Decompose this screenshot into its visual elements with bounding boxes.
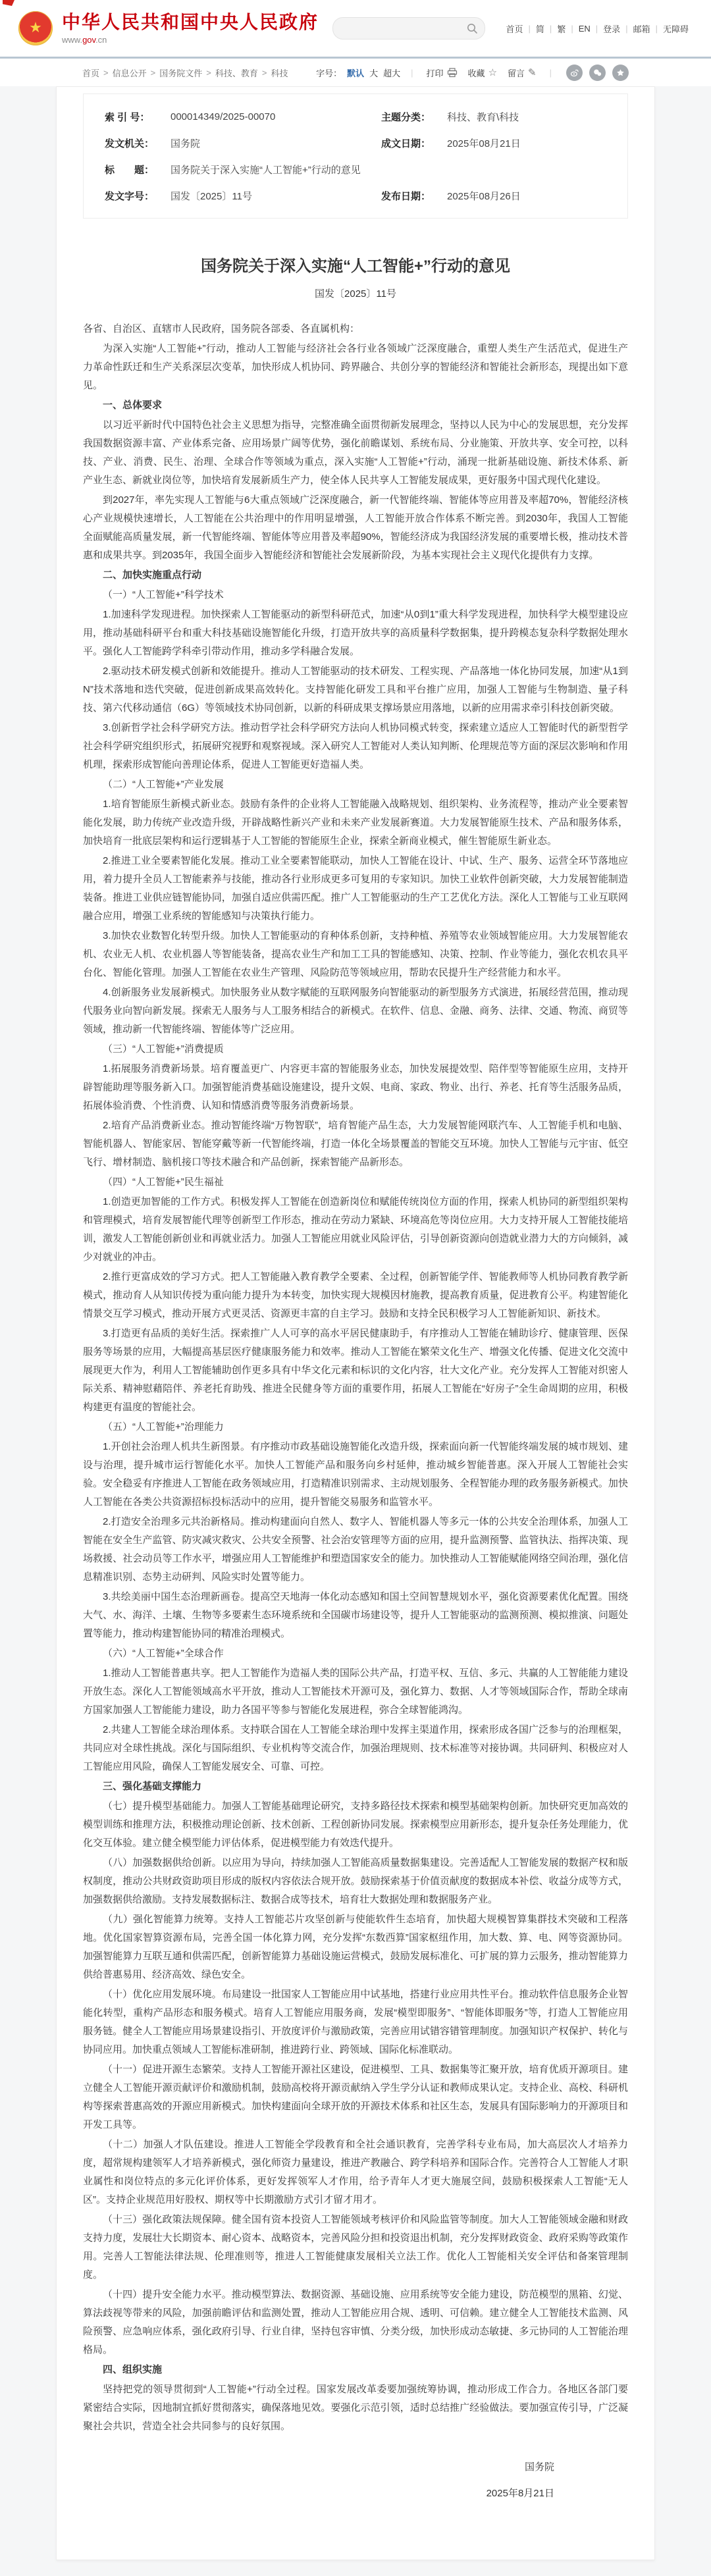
meta-value: 科技、教育\科技 (447, 111, 519, 123)
paragraph: 坚持把党的领导贯彻到“人工智能+”行动全过程。国家发展改革委要加强统筹协调，推动形成工作合力。各地区各部门要紧密结合实际，因地制宜抓好贯彻落实，确保落地见效。要强化示范引领，适时总结推广经验做法。要加强宣传引导，广泛凝聚社会共识，营造全社会共同参与的良好氛围。 (83, 2384, 628, 2432)
brand-text (62, 12, 319, 45)
pencil-icon: ✎ (528, 66, 537, 78)
document-title: 国务院关于深入实施“人工智能+”行动的意见 (200, 257, 510, 275)
site-brand[interactable] (18, 11, 319, 45)
font-option-3[interactable]: 超大 (383, 68, 401, 78)
quick-links (501, 22, 695, 35)
font-option-2[interactable]: 大 (369, 68, 379, 78)
site-title: 中华人民共和国中央人民政府 (62, 11, 319, 32)
nav-link-6[interactable]: 邮箱 (633, 24, 650, 34)
nav-link-1[interactable]: 首页 (506, 24, 523, 34)
nav-separator: | (595, 23, 598, 34)
meta-value: 国发〔2025〕11号 (171, 190, 252, 202)
paragraph: 1.开创社会治理人机共生新图景。有序推动市政基础设施智能化改造升级，探索面向新一代智能终端发展的城市规划、建设与治理，提升城市运行智能化水平。加快人工智能产品和服务向乡村延伸，推动城乡智能普惠。深入开展人工智能社会实验。安全稳妥有序推进人工智能在政务领域应用，打造精准识别需求、主动规划服务、全程智能办理的政务服务新模式。加快人工智能在各类公共资源招标投标活动中的应用，提升智能交易服务和监管水平。 (83, 1441, 628, 1508)
red-flag-ornament (3, 0, 14, 6)
share-favorite-icon[interactable] (612, 65, 629, 81)
meta-value: 2025年08月21日 (447, 138, 521, 149)
paragraph: 2.驱动技术研发模式创新和效能提升。推动人工智能驱动的技术研发、工程实现、产品落地一体化协同发展，加速“从1到N”技术落地和迭代突破，促进创新成果高效转化。支持智能化研发工具和平台推广应用，加强人工智能与生物制造、量子科技、第六代移动通信（6G）等领域技术协同创新，以新的科研成果支撑场景应用落地，以新的应用需求牵引科技创新突破。 (83, 666, 628, 714)
nav-separator: | (571, 23, 573, 34)
breadcrumb-separator: > (206, 67, 211, 78)
share-wechat-icon[interactable] (589, 65, 606, 81)
nav-separator: | (549, 23, 552, 34)
font-size-options (344, 66, 403, 79)
paragraph: 1.加速科学发现进程。加快探索人工智能驱动的新型科研范式，加速“从0到1”重大科学发现进程，加快科学大模型建设应用，推动基础科研平台和重大科技基础设施智能化升级，打造开放共享的高质量科学数据集，提升跨模态复杂科学数据处理水平。强化人工智能跨学科牵引带动作用，推动多学科融合发展。 (83, 609, 628, 657)
meta-label: 标 题： (105, 164, 155, 176)
paragraph: （十三）强化政策法规保障。健全国有资本投资人工智能领域考核评价和风险监管等制度。加大人工智能领域金融和财政支持力度，发展壮大长期资本、耐心资本、战略资本，完善风险分担和投资退出机制，充分发挥财政资金、政府采购等政策作用。完善人工智能法律法规、伦理准则等，推进人工智能健康发展相关立法工作。优化人工智能相关安全评估和备案管理制度。 (83, 2214, 628, 2280)
paragraph: 2.推行更富成效的学习方式。把人工智能融入教育教学全要素、全过程，创新智能学伴、智能教师等人机协同教育教学新模式，推动育人从知识传授为重向能力提升为本转变，加快实现大规模因材施教，提高教育质量，促进教育公平。构建智能化情景交互学习模式，推动开展方式更灵活、资源更丰富的自主学习。鼓励和支持全民积极学习人工智能新知识、新技术。 (83, 1271, 628, 1319)
paragraph: 以习近平新时代中国特色社会主义思想为指导，完整准确全面贯彻新发展理念，坚持以人民为中心的发展思想，充分发挥我国数据资源丰富、产业体系完备、应用场景广阔等优势，强化前瞻谋划、系统布局、分业施策、开放共享、安全可控，以科技、产业、消费、民生、治理、全球合作等领域为重点，深入实施“人工智能+”行动，涌现一批新基础设施、新技术体系、新产业生态、新就业岗位等，加快培育发展新质生产力，使全体人民共享人工智能发展成果，更好服务中国式现代化建设。 (83, 419, 628, 486)
breadcrumb-item-5[interactable]: 科技 (271, 68, 288, 78)
page-background (0, 86, 711, 2576)
breadcrumb-separator: > (103, 67, 109, 78)
paragraph: 3.打造更有品质的美好生活。探索推广人人可享的高水平居民健康助手，有序推动人工智能在辅助诊疗、健康管理、医保服务等场景的应用，大幅提高基层医疗健康服务能力和效率。推动人工智能在繁荣文化生产、增强文化传播、促进文化交流中展现更大作为，利用人工智能辅助创作更多具有中华文化元素和标识的文化内容，壮大文化产业。充分发挥人工智能对织密人际关系、精神慰藉陪伴、养老托育助残、推进全民健身等方面的重要作用，拓展人工智能在“好房子”全生命周期的应用，积极构建更有温度的智能社会。 (83, 1328, 628, 1413)
meta-value: 国务院 (171, 138, 201, 149)
emblem-star-icon: ★ (29, 19, 42, 36)
meta-label: 成文日期： (381, 138, 431, 149)
paragraph: （八）加强数据供给创新。以应用为导向，持续加强人工智能高质量数据集建设。完善适配人工智能发展的数据产权和版权制度，推动公共财政资助项目形成的版权内容依法合规开放。鼓励探索基于价值贡献度的数据成本补偿、收益分成等方式，加强数据供给激励。支持发展数据标注、数据合成等技术，培育壮大数据处理和数据服务产业。 (83, 1857, 628, 1905)
paragraph: 到2027年，率先实现人工智能与6大重点领域广泛深度融合，新一代智能终端、智能体等应用普及率超70%，智能经济核心产业规模快速增长，人工智能在公共治理中的作用明显增强，人工智能开放合作体系不断完善。到2030年，我国人工智能全面赋能高质量发展，新一代智能终端、智能体等应用普及率超90%，智能经济成为我国经济发展的重要增长极，推动技术普惠和成果共享。到2035年，我国全面步入智能经济和智能社会发展新阶段，为基本实现社会主义现代化提供有力支撑。 (83, 494, 628, 561)
paragraph: （七）提升模型基础能力。加强人工智能基础理论研究，支持多路径技术探索和模型基础架构创新。加快研究更加高效的模型训练和推理方法，积极推动理论创新、技术创新、工程创新协同发展。探索模型应用新形态，提升复杂任务处理能力，优化交互体验。建立健全模型能力评估体系，促进模型能力有效迭代提升。 (83, 1801, 628, 1849)
breadcrumb-item-4[interactable]: 科技、教育 (215, 68, 258, 78)
paragraph: 1.拓展服务消费新场景。培育覆盖更广、内容更丰富的智能服务业态，加快发展提效型、陪伴型等智能原生应用，支持开辟智能助理等服务新入口。加强智能消费基础设施建设，提升文娱、电商、家政、物业、出行、养老、托育等生活服务品质，拓展体验消费、个性消费、认知和情感消费等服务消费新场景。 (83, 1063, 628, 1111)
paragraph: 各省、自治区、直辖市人民政府，国务院各部委、各直属机构： (83, 323, 360, 334)
breadcrumb-bar (0, 59, 711, 86)
toolbar-separator: | (411, 67, 413, 78)
subsection-heading: （一）“人工智能+”科学技术 (103, 589, 224, 600)
paragraph: 4.创新服务业发展新模式。加快服务业从数字赋能的互联网服务向智能驱动的新型服务方式演进，拓展经营范围，推动现代服务业向智向新发展。探索无人服务与人工服务相结合的新模式。在软件、信息、金融、商务、法律、交通、物流、商贸等领域，推动新一代智能终端、智能体等广泛应用。 (83, 987, 628, 1035)
meta-value: 国务院关于深入实施“人工智能+”行动的意见 (171, 164, 361, 176)
meta-label: 索 引 号： (105, 111, 150, 123)
search-input[interactable] (342, 23, 466, 34)
document-card (56, 86, 655, 2560)
breadcrumb-separator: > (261, 67, 267, 78)
signature-issuer: 国务院 (524, 2461, 554, 2473)
document-meta-table (83, 93, 628, 219)
paragraph: （九）强化智能算力统筹。支持人工智能芯片攻坚创新与使能软件生态培育，加快超大规模智算集群技术突破和工程落地。优化国家智算资源布局，完善全国一体化算力网，充分发挥“东数西算”国家枢纽作用，加大数、算、电、网等资源协同。加强智能算力互联互通和供需匹配，创新智能算力基础设施运营模式，鼓励发展标准化、可扩展的算力云服务，推动智能算力供给普惠易用、经济高效、绿色安全。 (83, 1914, 628, 1980)
search-box[interactable] (332, 17, 485, 39)
nav-link-7[interactable]: 无障碍 (662, 24, 689, 34)
star-icon: ☆ (488, 66, 498, 78)
toolbar-separator: | (549, 67, 552, 78)
breadcrumb (56, 66, 288, 79)
nav-separator: | (528, 23, 531, 34)
meta-label: 发布日期： (381, 190, 431, 202)
meta-label: 主题分类： (381, 111, 431, 123)
paragraph: 2.推进工业全要素智能化发展。推动工业全要素智能联动，加快人工智能在设计、中试、生产、服务、运营全环节落地应用，着力提升全员人工智能素养与技能，推动各行业形成更多可复用的专家知识。加快工业软件创新突破，大力发展智能制造装备。推进工业供应链智能协同，加强自适应供需匹配。推广人工智能驱动的生产工艺优化方法。深化人工智能与工业互联网融合应用，增强工业系统的智能感知与决策执行能力。 (83, 855, 628, 922)
section-heading: 四、组织实施 (103, 2364, 163, 2375)
subsection-heading: （三）“人工智能+”消费提质 (103, 1043, 224, 1055)
font-option-1[interactable]: 默认 (347, 68, 365, 78)
section-heading: 二、加快实施重点行动 (103, 569, 202, 581)
meta-label: 发文机关： (105, 138, 155, 149)
section-heading: 三、强化基础支撑能力 (103, 1781, 202, 1792)
signature-date: 2025年8月21日 (486, 2488, 554, 2499)
nav-link-3[interactable]: 繁 (557, 24, 566, 34)
site-header (0, 0, 711, 57)
paragraph: 3.加快农业数智化转型升级。加快人工智能驱动的育种体系创新，支持种植、养殖等农业领域智能应用。大力发展智能农机、农业无人机、农业机器人等智能装备，提高农业生产和加工工具的智能感知、决策、控制、作业等能力，强化农机农具平台化、智能化管理。加强人工智能在农业生产管理、风险防范等领域应用，帮助农民提升生产经营能力和水平。 (83, 930, 628, 978)
paragraph: （十一）促进开源生态繁荣。支持人工智能开源社区建设，促进模型、工具、数据集等汇聚开放，培育优质开源项目。建立健全人工智能开源贡献评价和激励机制，鼓励高校将开源贡献纳入学生学分认证和教师成果认定。支持企业、高校、科研机构等探索普惠高效的开源应用新模式。加快构建面向全球开放的开源技术体系和社区生态，发展具有国际影响力的开源项目和开发工具等。 (83, 2064, 628, 2130)
breadcrumb-item-1[interactable]: 首页 (82, 68, 100, 78)
paragraph: 1.推动人工智能普惠共享。把人工智能作为造福人类的国际公共产品，打造平权、互信、多元、共赢的人工智能能力建设开放生态。深化人工智能领域高水平开放，推动人工智能技术开源可及，强化算力、数据、人才等领域国际合作，帮助全球南方国家加强人工智能能力建设，助力各国平等参与智能化发展进程，弥合全球智能鸿沟。 (83, 1668, 628, 1716)
meta-label: 发文字号： (105, 190, 155, 202)
national-emblem-logo (18, 11, 53, 45)
section-heading: 一、总体要求 (103, 400, 163, 411)
site-url: www.gov.cn (62, 35, 107, 45)
breadcrumb-item-2[interactable]: 信息公开 (112, 68, 147, 78)
nav-link-5[interactable]: 登录 (603, 24, 621, 34)
meta-value: 2025年08月26日 (447, 190, 521, 202)
paragraph: 2.培育产品消费新业态。推动智能终端“万物智联”，培育智能产品生态，大力发展智能网联汽车、人工智能手机和电脑、智能机器人、智能家居、智能穿戴等新一代智能终端，打造一体化全场景覆盖的智能交互环境。加快人工智能与元宇宙、低空飞行、增材制造、脑机接口等技术融合和产品创新，探索智能产品新形态。 (83, 1120, 628, 1168)
comment-button[interactable]: 留言 ✎ (508, 66, 537, 78)
document-body (83, 320, 628, 2436)
subsection-heading: （四）“人工智能+”民生福祉 (103, 1176, 224, 1188)
breadcrumb-item-3[interactable]: 国务院文件 (159, 68, 203, 78)
paragraph: 1.创造更加智能的工作方式。积极发挥人工智能在创造新岗位和赋能传统岗位方面的作用，探索人机协同的新型组织架构和管理模式，培育发展智能代理等创新型工作形态，推动在劳动力紧缺、环境高危等岗位应用。大力支持开展人工智能技能培训，激发人工智能创新创业和再就业活力。加强人工智能应用就业风险评估，引导创新资源向创造就业潜力大的方向倾斜，减少对就业的冲击。 (83, 1196, 628, 1263)
paragraph: 为深入实施“人工智能+”行动，推动人工智能与经济社会各行业各领域广泛深度融合，重塑人类生产生活范式，促进生产力革命性跃迁和生产关系深层次变革，加快形成人机协同、跨界融合、共创分享的智能经济和智能社会新形态，现提出如下意见。 (83, 343, 628, 391)
nav-link-2[interactable]: 简 (535, 24, 544, 34)
subsection-heading: （六）“人工智能+”全球合作 (103, 1648, 224, 1659)
paragraph: （十）优化应用发展环境。布局建设一批国家人工智能应用中试基地，搭建行业应用共性平台。推动软件信息服务企业智能化转型，重构产品形态和服务模式。培育人工智能应用服务商，发展“模型即服务”、“智能体即服务”等，打造人工智能应用服务链。健全人工智能应用场景建设指引、开放度评价与激励政策，完善应用试错容错管理制度。加强知识产权保护、转化与协同应用。加快重点领域人工智能标准研制，推进跨行业、跨领域、国际化标准联动。 (83, 1989, 628, 2055)
search-icon[interactable] (466, 22, 478, 34)
share-weibo-icon[interactable] (566, 65, 583, 81)
paragraph: 3.创新哲学社会科学研究方法。推动哲学社会科学研究方法向人机协同模式转变，探索建立适应人工智能时代的新型哲学社会科学研究组织形式，拓展研究视野和观察视域。深入研究人工智能对人类认知判断、伦理规范等方面的深层次影响和作用机理，探索形成智能向善理论体系，促进人工智能更好造福人类。 (83, 722, 628, 770)
breadcrumb-separator: > (150, 67, 156, 78)
signature-block (83, 2454, 628, 2507)
nav-link-4[interactable]: EN (578, 23, 591, 34)
page-toolbar (316, 65, 655, 81)
paragraph: 3.共绘美丽中国生态治理新画卷。提高空天地海一体化动态感知和国土空间智慧规划水平，强化资源要素优化配置。围绕大气、水、海洋、土壤、生物等多要素生态环境系统和全国碳市场建设等，提升人工智能驱动的监测预测、模拟推演、问题处置等能力，推动构建智能协同的精准治理模式。 (83, 1591, 628, 1639)
paragraph: 2.共建人工智能全球治理体系。支持联合国在人工智能全球治理中发挥主渠道作用，探索形成各国广泛参与的治理框架，共同应对全球性挑战。深化与国际组织、专业机构等交流合作，加强治理规则、技术标准等对接协调。共同研判、积极应对人工智能应用风险，确保人工智能发展安全、可靠、可控。 (83, 1724, 628, 1772)
paragraph: （十二）加强人才队伍建设。推进人工智能全学段教育和全社会通识教育，完善学科专业布局，加大高层次人才培养力度，超常规构建领军人才培养新模式，强化师资力量建设，推进产教融合、跨学科培养和国际合作。完善符合人工智能人才职业属性和岗位特点的多元化评价体系，更好发挥领军人才作用，给予青年人才更大施展空间，鼓励积极探索人工智能“无人区”。支持企业规范用好股权、期权等中长期激励方式引才留才用才。 (83, 2139, 628, 2205)
favorite-button[interactable]: 收藏 ☆ (467, 66, 498, 78)
document-number: 国发〔2025〕11号 (315, 288, 396, 300)
subsection-heading: （二）“人工智能+”产业发展 (103, 779, 224, 790)
paragraph: 2.打造安全治理多元共治新格局。推动构建面向自然人、数字人、智能机器人等多元一体的公共安全治理体系，加强人工智能在安全生产监管、防灾减灾救灾、公共安全预警、社会治安管理等方面的应用，提升监测预警、监管执法、指挥决策、现场救援、社会动员等工作水平，增强应用人工智能维护和塑造国家安全的能力。加快推动人工智能赋能网络空间治理，强化信息精准识别、态势主动研判、风险实时处置等能力。 (83, 1516, 628, 1583)
nav-separator: | (625, 23, 628, 34)
paragraph: 1.培育智能原生新模式新业态。鼓励有条件的企业将人工智能融入战略规划、组织架构、业务流程等，推动产业全要素智能化发展，助力传统产业改造升级，开辟战略性新兴产业和未来产业发展新赛道。大力发展智能原生技术、产品和服务体系，加快培育一批底层架构和运行逻辑基于人工智能的智能原生企业，探索全新商业模式，催生智能原生新业态。 (83, 799, 628, 847)
font-size-label: 字号： (316, 68, 342, 78)
nav-separator: | (655, 23, 658, 34)
paragraph: （十四）提升安全能力水平。推动模型算法、数据资源、基础设施、应用系统等安全能力建设，防范模型的黑箱、幻觉、算法歧视等带来的风险，加强前瞻评估和监测处置，推动人工智能应用合规、透明、可信赖。建立健全人工智能技术监测、风险预警、应急响应体系，强化政府引导、行业自律，坚持包容审慎、分类分级，加快形成动态敏捷、多元协同的人工智能治理格局。 (83, 2289, 628, 2355)
meta-value: 000014349/2025-00070 (171, 111, 276, 122)
subsection-heading: （五）“人工智能+”治理能力 (103, 1421, 224, 1433)
printer-icon (447, 68, 458, 78)
print-button[interactable]: 打印 (427, 66, 458, 79)
